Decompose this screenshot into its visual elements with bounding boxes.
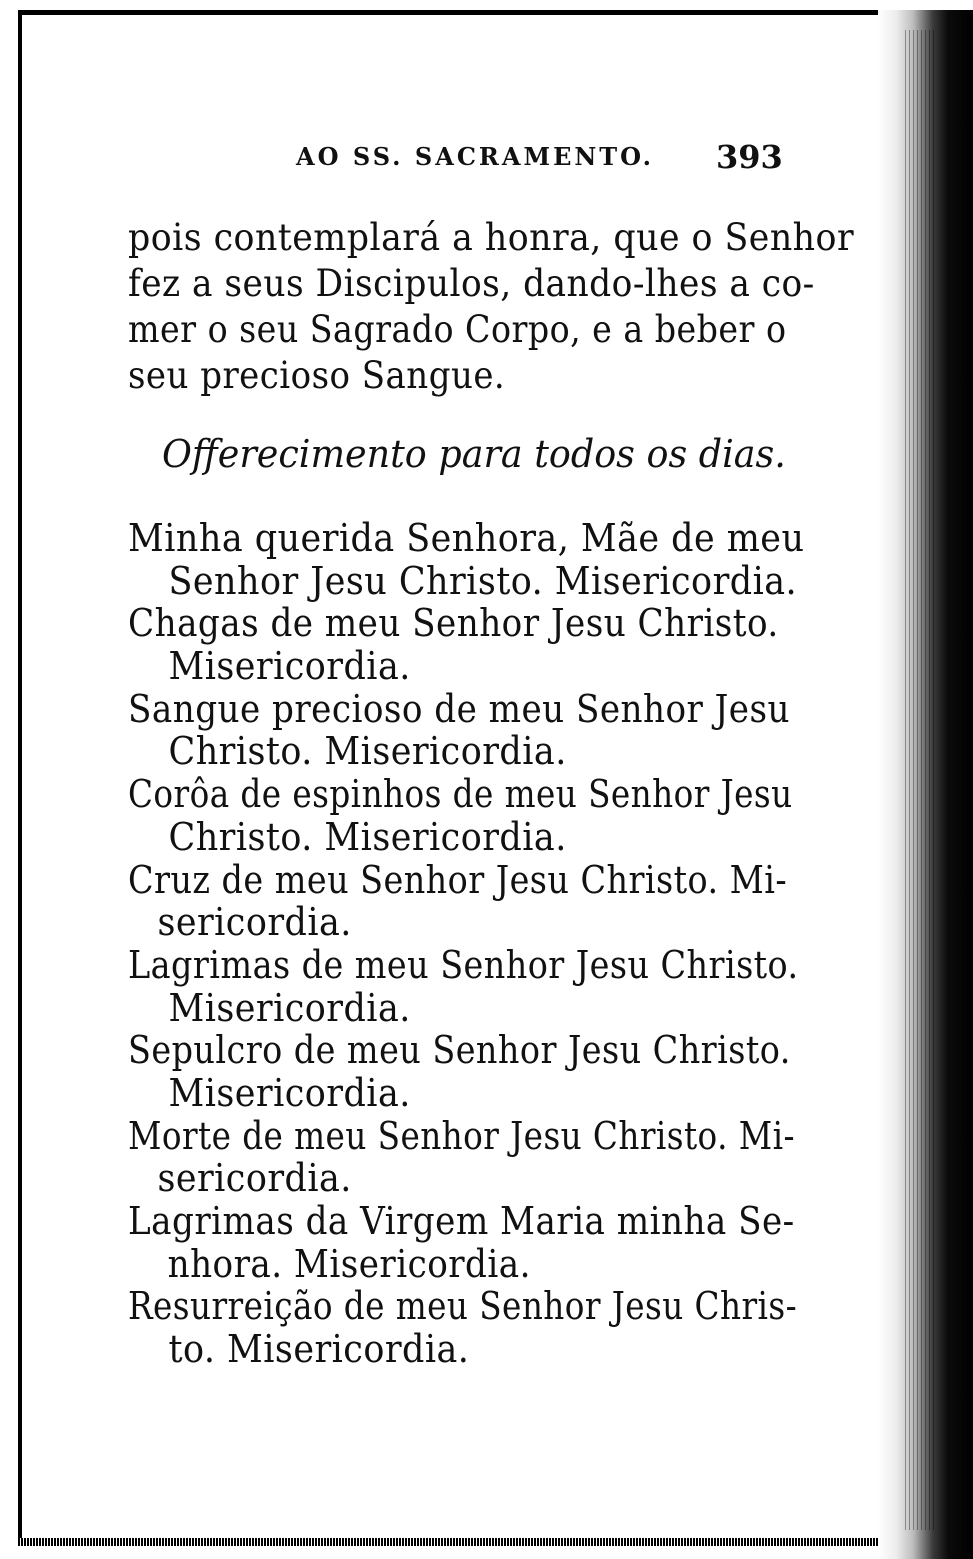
litany-line: Sepulcro de meu Senhor Jesu Christo.: [128, 1028, 791, 1073]
litany-line: Minha querida Senhora, Mãe de meu: [128, 516, 805, 560]
page-top-border: [18, 10, 898, 15]
litany-line: sericordia.: [157, 900, 352, 945]
litany-line: sericordia.: [157, 1156, 352, 1201]
litany-line: Cruz de meu Senhor Jesu Christo. Mi-: [128, 857, 788, 902]
litany-line: Chagas de meu Senhor Jesu Christo.: [128, 601, 779, 646]
page-number: 393: [716, 138, 783, 176]
litany-line: Lagrimas da Virgem Maria minha Se-: [128, 1199, 795, 1243]
litany-line: Corôa de espinhos de meu Senhor Jesu: [128, 772, 793, 817]
page-left-border: [18, 10, 22, 1545]
litany-line: Christo. Misericordia.: [168, 729, 567, 774]
litany-line: Senhor Jesu Christo. Misericordia.: [168, 558, 798, 603]
paragraph-line: mer o seu Sagrado Corpo, e a beber o: [128, 308, 787, 351]
litany-line: Christo. Misericordia.: [168, 814, 567, 859]
page-header: [296, 138, 796, 178]
litany-line: Misericordia.: [168, 985, 411, 1030]
paragraph-line: seu precioso Sangue.: [128, 354, 506, 397]
litany-line: Resurreição de meu Senhor Jesu Chris-: [128, 1284, 798, 1329]
page-bottom-border: [18, 1538, 938, 1546]
paragraph-line: pois contemplará a honra, que o Senhor: [128, 216, 855, 259]
litany-line: nhora. Misericordia.: [167, 1241, 531, 1286]
paragraph-line: fez a seus Discipulos, dando-lhes a co-: [128, 262, 815, 305]
spine-texture: [905, 30, 935, 1530]
litany-line: Misericordia.: [168, 644, 411, 689]
litany-line: Misericordia.: [168, 1070, 411, 1115]
opening-paragraph: [128, 215, 855, 399]
litany-line: Morte de meu Senhor Jesu Christo. Mi-: [128, 1113, 795, 1158]
litany-line: Lagrimas de meu Senhor Jesu Christo.: [128, 942, 799, 987]
litany-line: to. Misericordia.: [168, 1327, 470, 1372]
section-subtitle: Offerecimento para todos os dias.: [162, 432, 786, 476]
litany-line: Sangue precioso de meu Senhor Jesu: [128, 686, 790, 731]
running-head: AO SS. SACRAMENTO.: [296, 142, 655, 171]
litany-list: [128, 517, 808, 1371]
